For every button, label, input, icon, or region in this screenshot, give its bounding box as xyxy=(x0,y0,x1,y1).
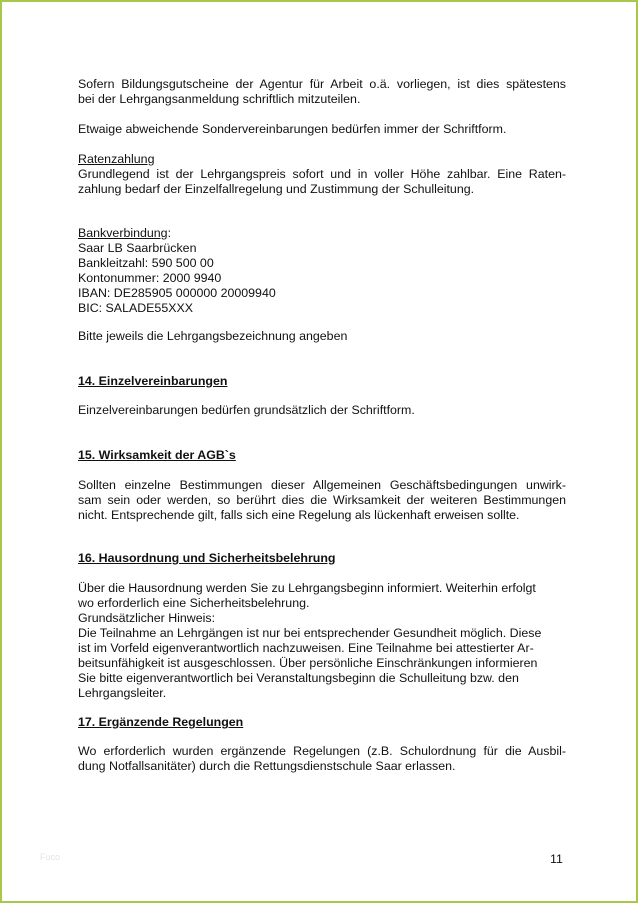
section-16-line-4: Die Teilnahme an Lehrgängen ist nur bei entsprechender Gesundheit möglich. Diese xyxy=(78,626,542,640)
bank-konto: Kontonummer: 2000 9940 xyxy=(78,271,222,285)
section-16 xyxy=(78,551,566,566)
bankverbindung-section xyxy=(78,226,566,316)
section-17-line-2: dung Notfallsanitäter) durch die Rettungsdienstschule Saar erlassen. xyxy=(78,759,456,773)
bank-iban: IBAN: DE285905 000000 20009940 xyxy=(78,286,276,300)
sondervereinbarungen-text: Etwaige abweichende Sondervereinbarungen bedürfen immer der Schriftform. xyxy=(78,122,507,136)
bildungsgutscheine-line-1: Sofern Bildungsgutscheine der Agentur für Arbeit o.ä. vorliegen, ist dies spätestens xyxy=(78,77,566,91)
section-17-line-1: Wo erforderlich wurden ergänzende Regelungen (z.B. Schulordnung für die Ausbil- xyxy=(78,744,566,758)
section-15-line-3: nicht. Entsprechende gilt, falls sich eine Regelung als lückenhaft erweisen sollte. xyxy=(78,508,520,522)
section-15-body xyxy=(78,478,566,523)
sondervereinbarungen-paragraph xyxy=(78,122,566,137)
ratenzahlung-section xyxy=(78,152,566,197)
bank-heading-line xyxy=(78,226,566,241)
section-14-heading: 14. Einzelvereinbarungen xyxy=(78,374,228,388)
section-15-line-2: sam sein oder werden, so berührt dies die Wirksamkeit der weiteren Bestimmungen xyxy=(78,493,566,507)
bank-note: Bitte jeweils die Lehrgangsbezeichnung angeben xyxy=(78,329,348,343)
page-number: 11 xyxy=(550,852,563,866)
section-16-line-3: Grundsätzlicher Hinweis: xyxy=(78,611,216,625)
ratenzahlung-heading: Ratenzahlung xyxy=(78,152,155,166)
section-15-line-1: Sollten einzelne Bestimmungen dieser Allgemeinen Geschäftsbedingungen unwirk- xyxy=(78,478,566,492)
section-15-heading: 15. Wirksamkeit der AGB`s xyxy=(78,448,236,462)
section-15 xyxy=(78,448,566,463)
section-14-body xyxy=(78,403,566,418)
section-16-line-2: wo erforderlich eine Sicherheitsbelehrung. xyxy=(78,596,310,610)
bank-note-paragraph xyxy=(78,329,566,344)
ratenzahlung-line-1: Grundlegend ist der Lehrgangspreis sofort und in voller Höhe zahlbar. Eine Raten- xyxy=(78,167,566,181)
section-16-line-5: ist im Vorfeld eigenverantwortlich nachzuweisen. Eine Teilnahme bei attestierter Ar- xyxy=(78,641,534,655)
section-16-line-6: beitsunfähigkeit ist ausgeschlossen. Über persönliche Einschränkungen informieren xyxy=(78,656,538,670)
bank-blz: Bankleitzahl: 590 500 00 xyxy=(78,256,214,270)
section-14 xyxy=(78,374,566,389)
section-16-line-1: Über die Hausordnung werden Sie zu Lehrgangsbeginn informiert. Weiterhin erfolgt xyxy=(78,581,536,595)
section-16-heading: 16. Hausordnung und Sicherheitsbelehrung xyxy=(78,551,336,565)
section-16-body xyxy=(78,581,566,701)
footer-watermark: Fuco xyxy=(40,852,61,862)
section-17 xyxy=(78,715,566,730)
bank-bic: BIC: SALADE55XXX xyxy=(78,301,194,315)
section-16-line-7: Sie bitte eigenverantwortlich bei Veranstaltungsbeginn die Schulleitung bzw. den xyxy=(78,671,519,685)
bank-heading: Bankverbindung xyxy=(78,226,168,240)
section-17-body xyxy=(78,744,566,774)
bildungsgutscheine-paragraph xyxy=(78,77,566,107)
section-14-text: Einzelvereinbarungen bedürfen grundsätzlich der Schriftform. xyxy=(78,403,415,417)
bank-name: Saar LB Saarbrücken xyxy=(78,241,197,255)
section-16-line-8: Lehrgangsleiter. xyxy=(78,686,167,700)
bildungsgutscheine-line-2: bei der Lehrgangsanmeldung schriftlich mitzuteilen. xyxy=(78,92,361,106)
bank-heading-colon: : xyxy=(167,226,172,240)
ratenzahlung-line-2: zahlung bedarf der Einzelfallregelung und Zustimmung der Schulleitung. xyxy=(78,182,475,196)
section-17-heading: 17. Ergänzende Regelungen xyxy=(78,715,244,729)
